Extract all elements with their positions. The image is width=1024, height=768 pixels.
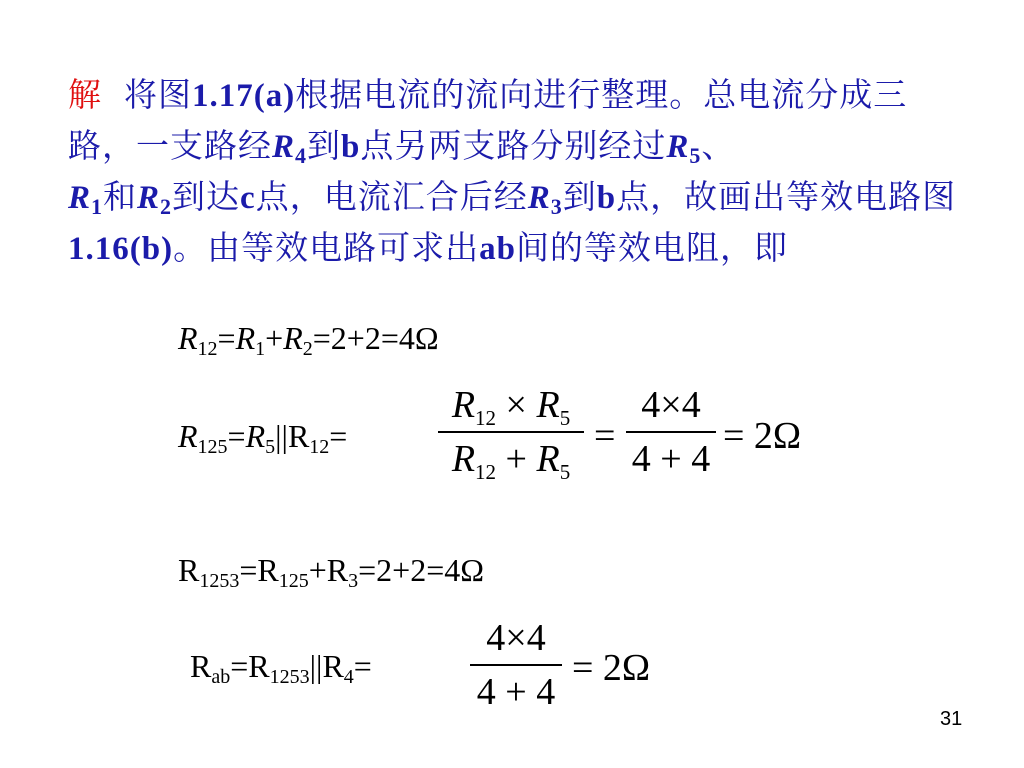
para-text: 和 [103, 177, 138, 216]
result-value: = 2Ω [572, 647, 651, 689]
para-text: 点，电流汇合后经 [255, 177, 528, 216]
fraction-4x4 [626, 383, 716, 481]
solution-paragraph [68, 70, 958, 274]
fraction-denominator: $R_{12} + R_5$ [451, 438, 571, 484]
fraction-bar [470, 664, 562, 666]
figure-ref: 1.17(a) [192, 78, 296, 114]
equation-r125: $R_{125}=R_5||R_{12}=$ [178, 418, 348, 458]
node-label: ab [479, 231, 516, 267]
var-r: R [527, 180, 551, 216]
fraction-bar [626, 431, 716, 433]
fraction-numerator: 4×4 [641, 384, 701, 426]
para-text: 到 [562, 177, 597, 216]
para-text: 根据电流的流向进行整理。总电流分成三路，一支路经 [68, 75, 908, 165]
var-r: R [272, 129, 296, 165]
solution-label: 解 [68, 75, 102, 114]
equation-r1253: $R_{1253}=R_{125}+R_3=2+2=4\Omega$ [178, 552, 485, 592]
fraction-bar [438, 431, 584, 433]
node-label: b [596, 180, 617, 216]
fraction-numerator: $R_{12} \times R_5$ [451, 384, 571, 430]
node-label: c [240, 180, 256, 216]
equation-r12: $R_{12}=R_1+R_2=2+2=4\Omega$ [178, 320, 439, 360]
para-text: 间的等效电阻，即 [515, 228, 788, 267]
node-label: b [341, 129, 361, 165]
fraction-denominator: 4 + 4 [631, 438, 711, 480]
result-value: = 2Ω [723, 415, 802, 457]
para-text: 点，故画出等效电路图 [616, 177, 957, 216]
figure-ref: 1.16(b) [68, 231, 174, 267]
var-r: R [68, 180, 92, 216]
var-sub: 1 [91, 194, 104, 219]
fraction-numerator: 4×4 [486, 617, 546, 659]
var-sub: 4 [295, 143, 308, 168]
para-text: 到 [307, 126, 342, 165]
para-text: 、 [701, 126, 736, 165]
var-sub: 2 [160, 194, 173, 219]
fraction-denominator: 4 + 4 [476, 671, 556, 713]
para-text: 到达 [172, 177, 241, 216]
para-text: 将图 [124, 75, 192, 114]
page-number: 31 [940, 708, 963, 730]
fraction-4x4-rab [470, 616, 562, 714]
para-text: 点另两支路分别经过 [360, 126, 667, 165]
fraction-r12-r5 [438, 383, 584, 484]
var-sub: 5 [689, 143, 702, 168]
para-text: 。由等效电路可求出 [173, 228, 480, 267]
equals-sign: = [594, 415, 616, 457]
var-r: R [666, 129, 690, 165]
var-r: R [137, 180, 161, 216]
equation-rab: $R_{ab}=R_{1253}||R_4=$ [190, 648, 372, 688]
var-sub: 3 [550, 194, 563, 219]
